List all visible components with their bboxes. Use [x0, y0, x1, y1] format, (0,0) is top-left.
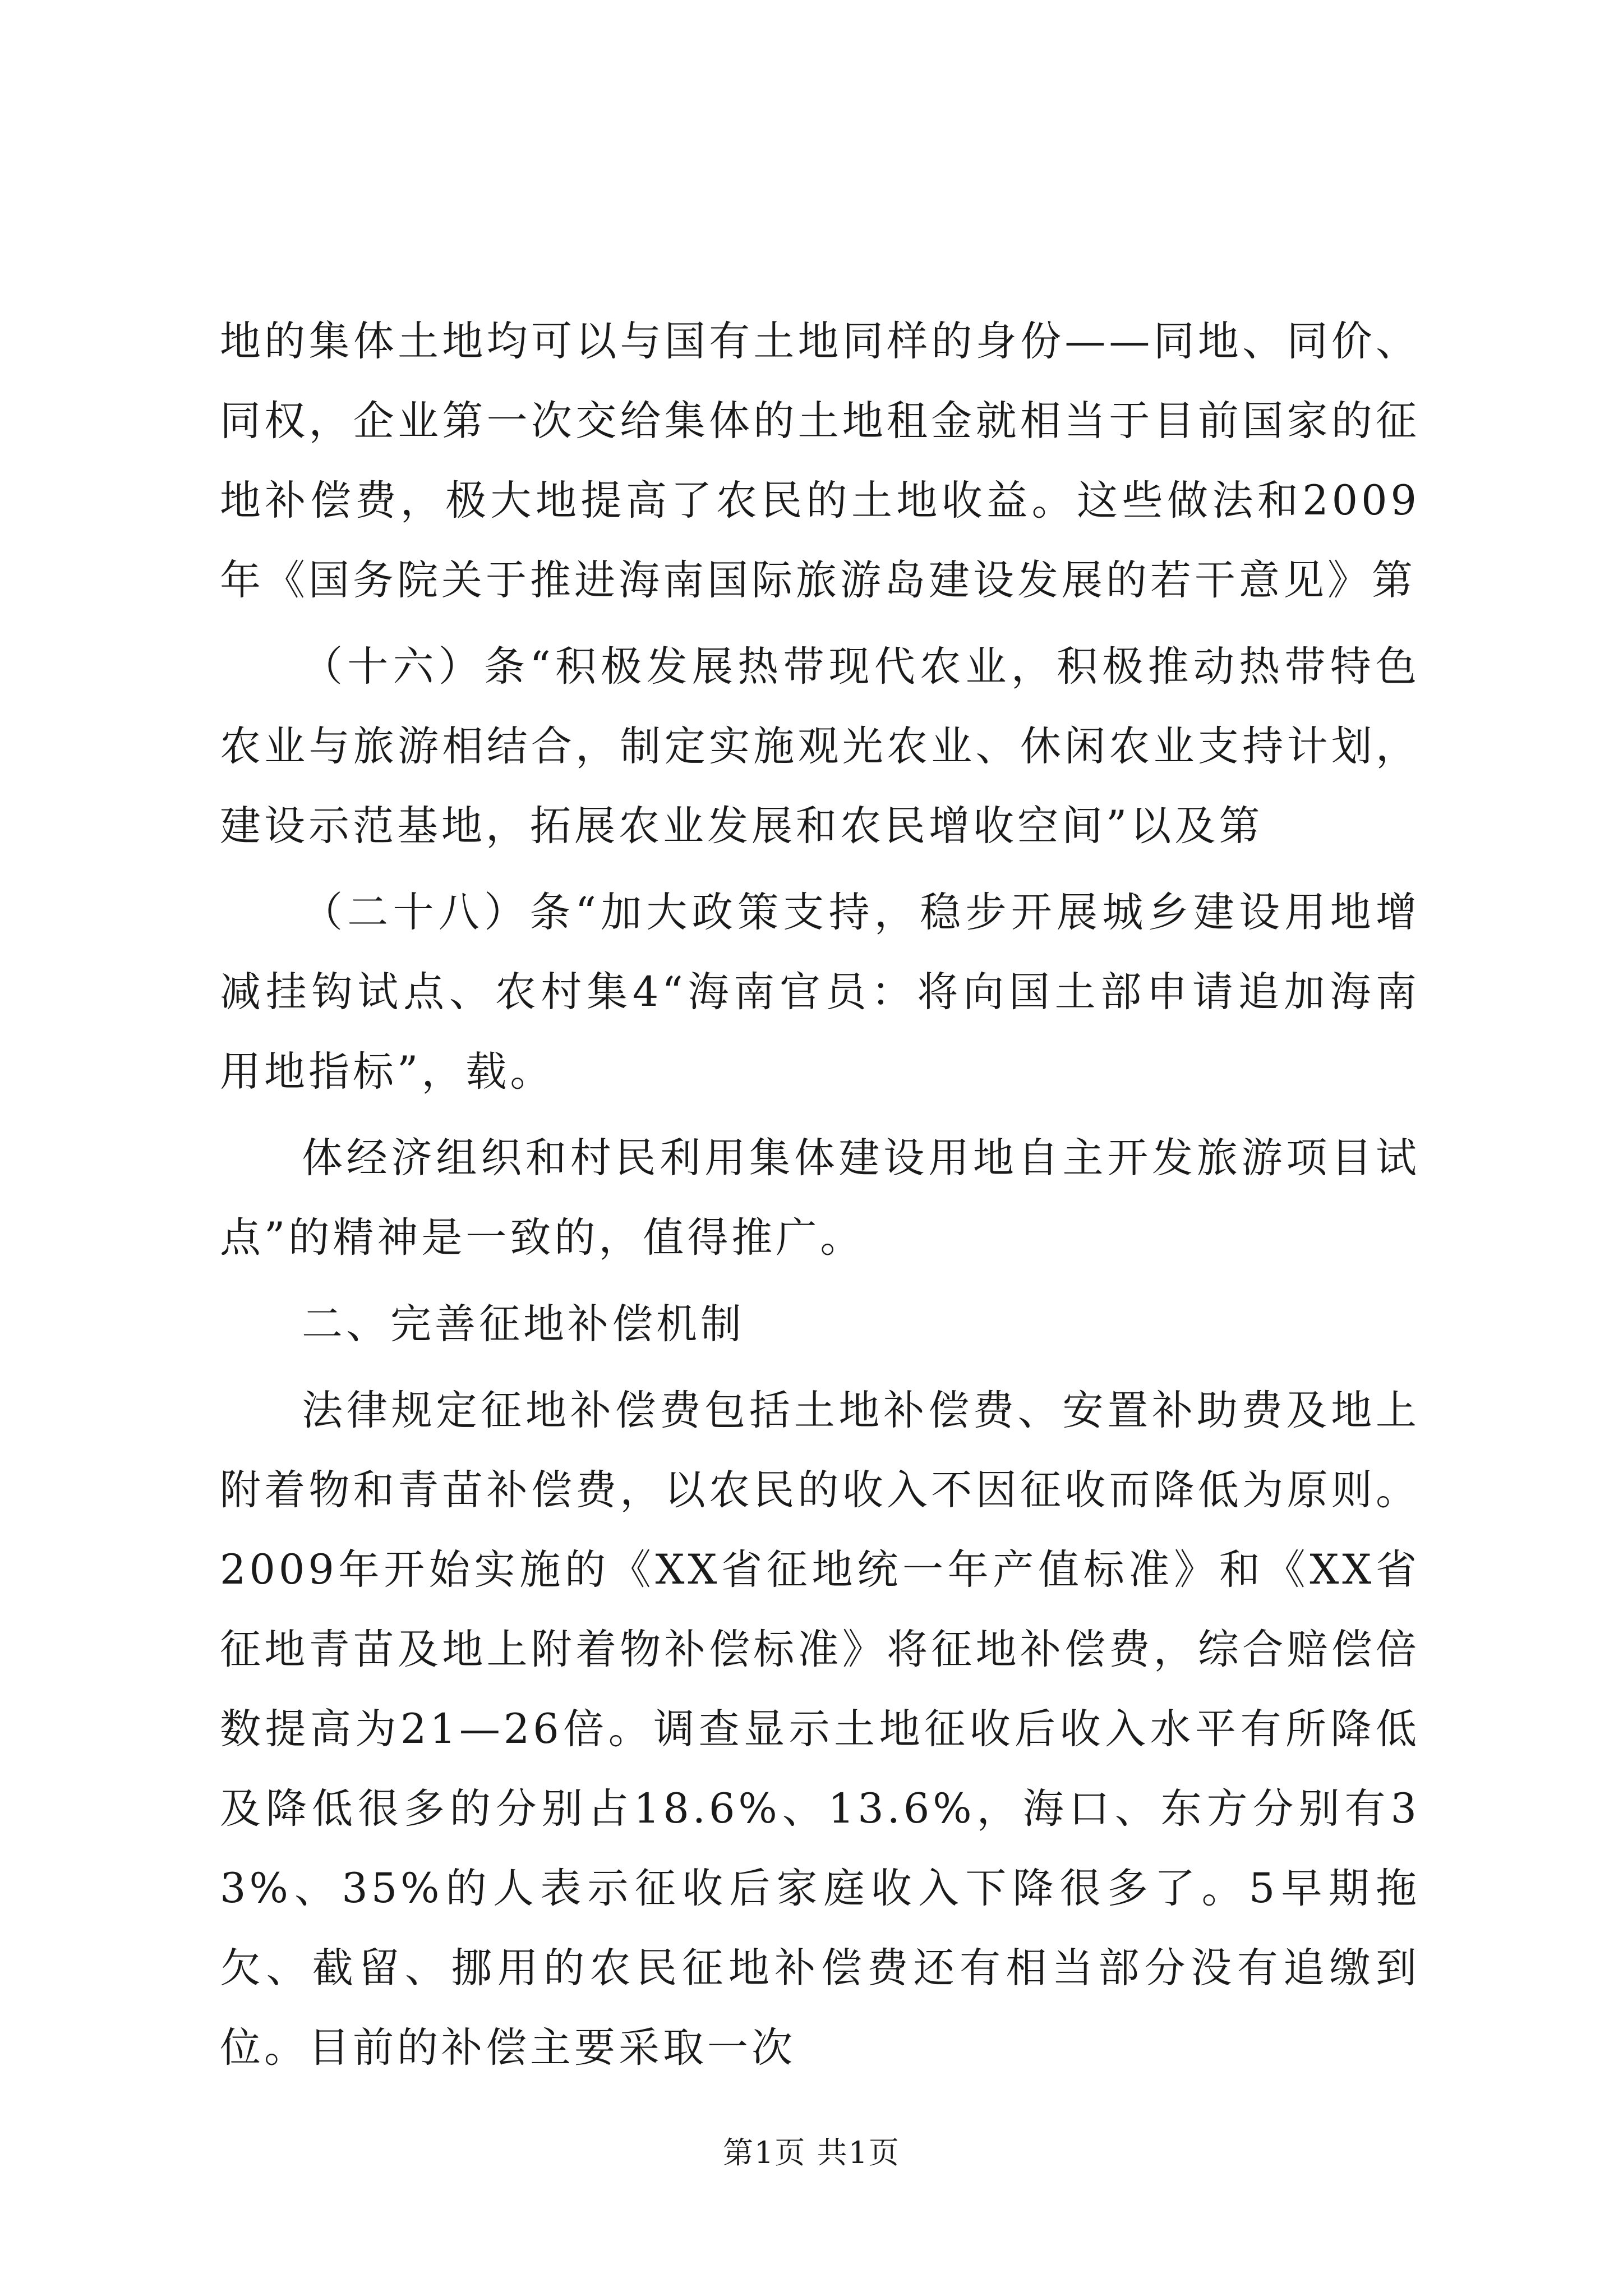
paragraph-2: （十六）条“积极发展热带现代农业，积极推动热带特色农业与旅游相结合，制定实施观光农业、休闲农业支持计划，建设示范基地，拓展农业发展和农民增收空间”以及第	[220, 643, 1420, 850]
paragraph-1: 地的集体土地均可以与国有土地同样的身份——同地、同价、同权，企业第一次交给集体的土地租金就相当于目前国家的征地补偿费，极大地提高了农民的土地收益。这些做法和2009年《国务院关于推进海南国际旅游岛建设发展的若干意见》第	[220, 318, 1420, 604]
section-heading: 二、完善征地补偿机制	[302, 1300, 745, 1348]
paragraph-6: 法律规定征地补偿费包括土地补偿费、安置补助费及地上附着物和青苗补偿费，以农民的收入不因征收而降低为原则。2009年开始实施的《XX省征地统一年产值标准》和《XX省征地青苗及地上附着物补偿标准》将征地补偿费，综合赔偿倍数提高为21—26倍。调查显示土地征收后收入水平有所降低及降低很多的分别占18.6%、13.6%，海口、东方分别有33%、35%的人表示征收后家庭收入下降很多了。5早期拖欠、截留、挪用的农民征地补偿费还有相当部分没有追缴到位。目前的补偿主要采取一次	[220, 1387, 1420, 2072]
paragraph-3: （二十八）条“加大政策支持，稳步开展城乡建设用地增减挂钩试点、农村集4“海南官员：将向国土部申请追加海南用地指标”，载。	[220, 889, 1420, 1096]
paragraph-4: 体经济组织和村民利用集体建设用地自主开发旅游项目试点”的精神是一致的，值得推广。	[220, 1134, 1420, 1262]
page-footer: 第1页 共1页	[723, 2135, 900, 2170]
document-body	[220, 302, 1420, 2095]
